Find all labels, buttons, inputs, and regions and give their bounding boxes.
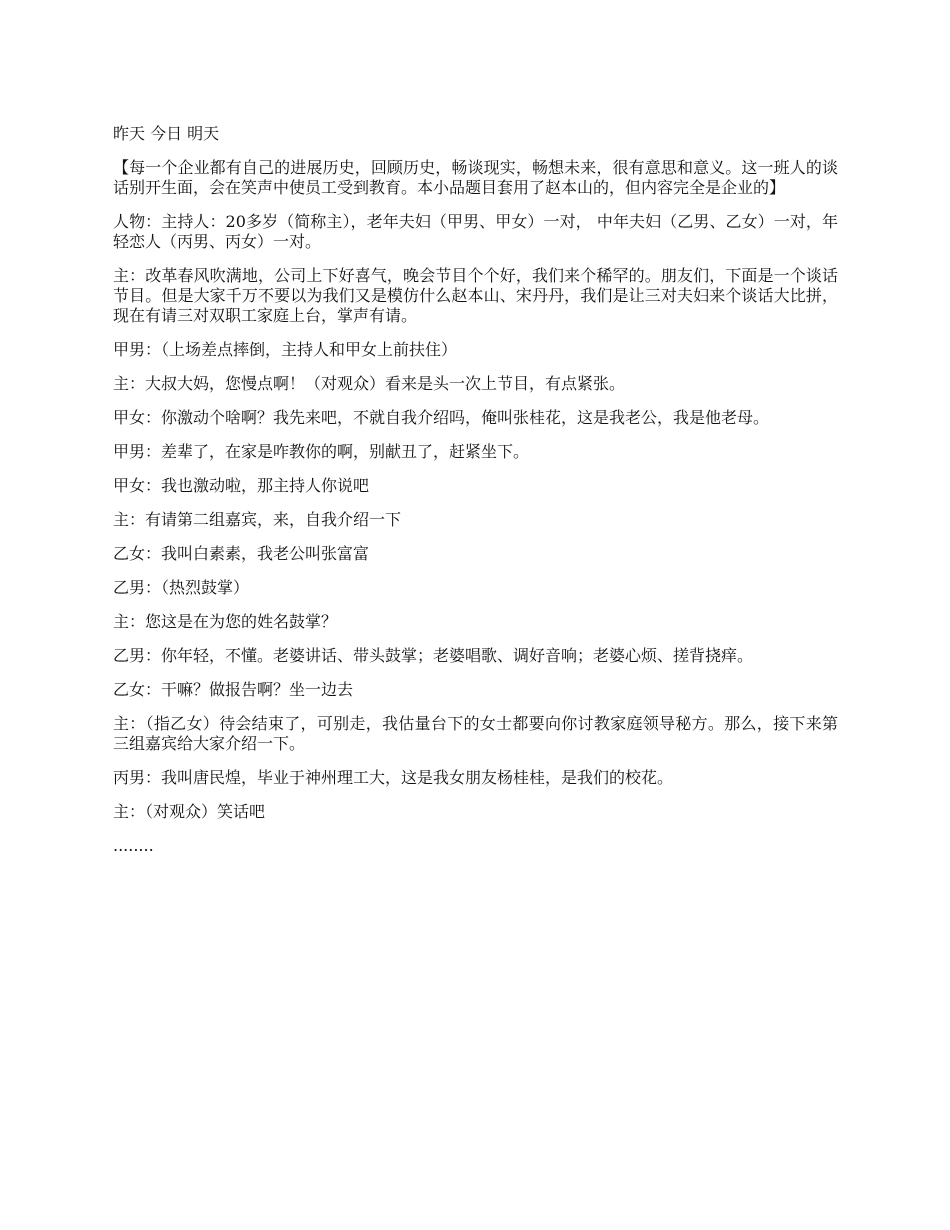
intro-paragraph: 【每一个企业都有自己的进展历史，回顾历史，畅谈现实，畅想未来，很有意思和意义。这一班人的谈话别开生面，会在笑声中使员工受到教育。本小品题目套用了赵本山的，但内容完全是企业的】 (113, 158, 838, 197)
dialogue-line: 甲女：你激动个啥啊？我先来吧，不就自我介绍吗，俺叫张桂花，这是我老公，我是他老母。 (113, 408, 770, 427)
dialogue-line: 乙男：（热烈鼓掌） (113, 578, 250, 597)
characters-paragraph: 人物：主持人：20多岁（简称主），老年夫妇（甲男、甲女）一对， 中年夫妇（乙男、乙女）一对，年轻恋人（丙男、丙女）一对。 (113, 212, 838, 251)
dialogue-line: 甲女：我也激动啦，那主持人你说吧 (113, 476, 370, 495)
dialogue-line: 甲男：差辈了，在家是咋教你的啊，别献丑了，赶紧坐下。 (113, 442, 530, 461)
dialogue-line: 主：您这是在为您的姓名鼓掌？ (113, 612, 338, 631)
dialogue-line: 主：有请第二组嘉宾，来，自我介绍一下 (113, 510, 402, 529)
dialogue-line: 主：大叔大妈，您慢点啊！（对观众）看来是头一次上节目，有点紧张。 (113, 374, 626, 393)
dialogue-line: 乙女：我叫白素素，我老公叫张富富 (113, 544, 370, 563)
document-page (113, 124, 838, 870)
continuation-ellipsis: ........ (113, 836, 154, 855)
dialogue-line: 乙男：你年轻，不懂。老婆讲话、带头鼓掌；老婆唱歌、调好音响；老婆心烦、搓背挠痒。 (113, 646, 754, 665)
dialogue-line: 乙女：干嘛？做报告啊？坐一边去 (113, 680, 354, 699)
dialogue-line: 甲男：（上场差点摔倒，主持人和甲女上前扶住） (113, 340, 458, 359)
dialogue-line: 主：（对观众）笑话吧 (113, 802, 266, 821)
dialogue-line: 主：改革春风吹满地，公司上下好喜气，晚会节目个个好，我们来个稀罕的。朋友们，下面是一个谈话节目。但是大家千万不要以为我们又是模仿什么赵本山、宋丹丹，我们是让三对夫妇来个谈话大比拼，现在有请三对双职工家庭上台，掌声有请。 (113, 266, 838, 325)
document-title: 昨天 今日 明天 (113, 124, 220, 143)
dialogue-line: 主：（指乙女）待会结束了，可别走，我估量台下的女士都要向你讨教家庭领导秘方。那么，接下来第三组嘉宾给大家介绍一下。 (113, 714, 838, 753)
dialogue-line: 丙男：我叫唐民煌，毕业于神州理工大，这是我女朋友杨桂桂，是我们的校花。 (113, 768, 674, 787)
